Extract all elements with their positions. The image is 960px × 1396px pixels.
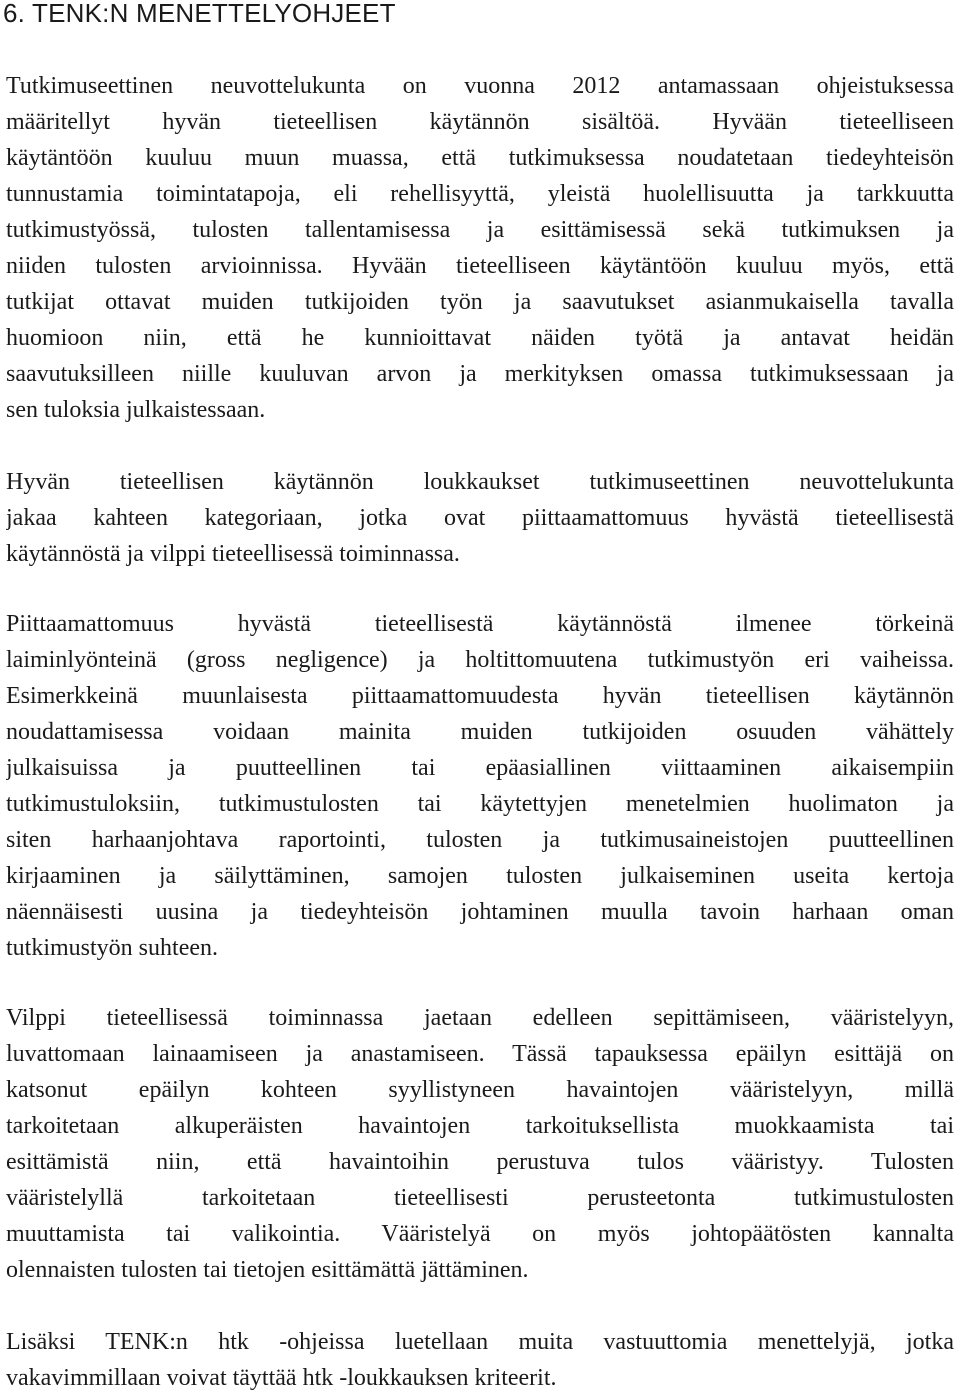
text-line: näennäisesti uusina ja tiedeyhteisön johtaminen muulla tavoin harhaan oman [6,899,954,925]
text-line: siten harhaanjohtava raportointi, tulosten ja tutkimusaineistojen puutteellinen [6,827,954,853]
section-heading: 6. TENK:N MENETTELYOHJEET [3,0,396,28]
text-line: tutkijat ottavat muiden tutkijoiden työn ja saavutukset asianmukaisella tavalla [6,289,954,315]
paragraph-violation-categories [6,464,954,572]
text-line: tunnustamia toimintatapoja, eli rehellisyyttä, yleistä huolellisuutta ja tarkkuutta [6,181,954,207]
text-line: jakaa kahteen kategoriaan, jotka ovat piittaamattomuus hyvästä tieteellisestä [6,505,954,531]
text-line: sen tuloksia julkaistessaan. [6,397,266,423]
text-line: Esimerkkeinä muunlaisesta piittaamattomuudesta hyvän tieteellisen käytännön [6,683,954,709]
text-line: luvattomaan lainaamiseen ja anastamiseen. Tässä tapauksessa epäilyn esittäjä on [6,1041,954,1067]
text-line: Hyvän tieteellisen käytännön loukkaukset tutkimuseettinen neuvottelukunta [6,469,954,495]
paragraph-other-irresponsible-practices [6,1324,954,1396]
text-line: saavutuksilleen niille kuuluvan arvon ja merkityksen omassa tutkimuksessaan ja [6,361,954,387]
paragraph-negligence [6,606,954,966]
paragraph-misconduct [6,1000,954,1288]
paragraph-good-scientific-practice [6,68,954,428]
text-line: tutkimustuloksiin, tutkimustulosten tai käytettyjen menetelmien huolimaton ja [6,791,954,817]
text-line: muuttamista tai valikointia. Vääristelyä on myös johtopäätösten kannalta [6,1221,954,1247]
text-line: huomioon niin, että he kunnioittavat näiden työtä ja antavat heidän [6,325,954,351]
text-line: noudattamisessa voidaan mainita muiden tutkijoiden osuuden vähättely [6,719,954,745]
text-line: Lisäksi TENK:n htk -ohjeissa luetellaan muita vastuuttomia menettelyjä, jotka [6,1329,954,1355]
text-line: kirjaaminen ja säilyttäminen, samojen tulosten julkaiseminen useita kertoja [6,863,954,889]
text-line: esittämistä niin, että havaintoihin perustuva tulos vääristyy. Tulosten [6,1149,954,1175]
text-line: Vilppi tieteellisessä toiminnassa jaetaan edelleen sepittämiseen, vääristelyyn, [6,1005,954,1031]
text-line: katsonut epäilyn kohteen syyllistyneen havaintojen vääristelyyn, millä [6,1077,954,1103]
text-line: Tutkimuseettinen neuvottelukunta on vuonna 2012 antamassaan ohjeistuksessa [6,73,954,99]
text-line: olennaisten tulosten tai tietojen esittämättä jättäminen. [6,1257,529,1283]
text-line: tutkimustyössä, tulosten tallentamisessa ja esittämisessä sekä tutkimuksen ja [6,217,954,243]
text-line: vääristelyllä tarkoitetaan tieteellisesti perusteetonta tutkimustulosten [6,1185,954,1211]
text-line: määritellyt hyvän tieteellisen käytännön sisältöä. Hyvään tieteelliseen [6,109,954,135]
text-line: käytäntöön kuuluu muun muassa, että tutkimuksessa noudatetaan tiedeyhteisön [6,145,954,171]
text-line: tarkoitetaan alkuperäisten havaintojen tarkoituksellista muokkaamista tai [6,1113,954,1139]
text-line: laiminlyönteinä (gross negligence) ja holtittomuutena tutkimustyön eri vaiheissa. [6,647,954,673]
text-line: käytännöstä ja vilppi tieteellisessä toiminnassa. [6,541,460,567]
text-line: Piittaamattomuus hyvästä tieteellisestä käytännöstä ilmenee törkeinä [6,611,954,637]
text-line: vakavimmillaan voivat täyttää htk -loukkauksen kriteerit. [6,1365,557,1391]
text-line: tutkimustyön suhteen. [6,935,218,961]
text-line: niiden tulosten arvioinnissa. Hyvään tieteelliseen käytäntöön kuuluu myös, että [6,253,954,279]
text-line: julkaisuissa ja puutteellinen tai epäasiallinen viittaaminen aikaisempiin [6,755,954,781]
